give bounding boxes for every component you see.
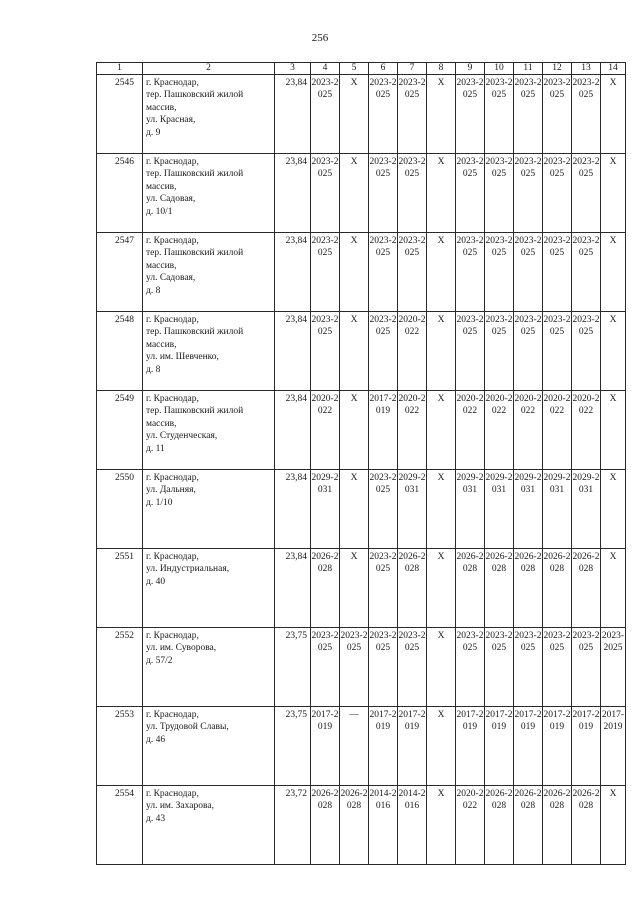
row-area: 23,84 xyxy=(275,391,311,470)
period-value: 2020-2022 xyxy=(572,394,600,417)
cell-c4 xyxy=(311,707,340,786)
row-area: 23,84 xyxy=(275,470,311,549)
table-row xyxy=(97,470,626,549)
period-value: 2023-2025 xyxy=(456,631,484,654)
row-area: 23,84 xyxy=(275,549,311,628)
period-value: 2026-2028 xyxy=(572,552,600,575)
column-number-5: 5 xyxy=(340,63,369,75)
period-value: X xyxy=(609,473,617,483)
column-number-8: 8 xyxy=(427,63,456,75)
period-value: 2023-2025 xyxy=(543,631,571,654)
period-value: 2023-2025 xyxy=(398,78,426,101)
table-row xyxy=(97,233,626,312)
cell-c8 xyxy=(427,233,456,312)
cell-c10 xyxy=(485,628,514,707)
row-number: 2545 xyxy=(97,75,143,154)
period-value: 2023-2025 xyxy=(311,236,339,259)
cell-c10 xyxy=(485,707,514,786)
period-value: 2020-2022 xyxy=(311,394,339,417)
cell-c11 xyxy=(514,786,543,865)
row-area: 23,84 xyxy=(275,75,311,154)
cell-c14 xyxy=(601,628,626,707)
cell-c13 xyxy=(572,312,601,391)
period-value: 2026-2028 xyxy=(456,552,484,575)
period-value: 2023-2025 xyxy=(572,157,600,180)
period-value: 2023-2025 xyxy=(514,157,542,180)
period-value: X xyxy=(350,552,358,562)
period-value: 2017-2019 xyxy=(369,394,397,417)
cell-c13 xyxy=(572,549,601,628)
period-value: 2017-2019 xyxy=(601,710,625,733)
cell-c7 xyxy=(398,233,427,312)
period-value: X xyxy=(609,552,617,562)
period-value: 2023-2025 xyxy=(456,315,484,338)
cell-c8 xyxy=(427,154,456,233)
period-value: 2023-2025 xyxy=(485,631,513,654)
period-value: 2023-2025 xyxy=(543,78,571,101)
cell-c11 xyxy=(514,391,543,470)
cell-c14 xyxy=(601,312,626,391)
period-value: X xyxy=(437,552,445,562)
period-value: X xyxy=(609,315,617,325)
period-value: X xyxy=(437,394,445,404)
cell-c10 xyxy=(485,312,514,391)
period-value: 2023-2025 xyxy=(369,315,397,338)
period-value: 2023-2025 xyxy=(572,78,600,101)
cell-c9 xyxy=(456,628,485,707)
cell-c13 xyxy=(572,628,601,707)
row-address: г. Краснодар, ул. им. Захарова, д. 43 xyxy=(143,786,275,865)
cell-c11 xyxy=(514,707,543,786)
period-value: X xyxy=(350,157,358,167)
row-area: 23,72 xyxy=(275,786,311,865)
cell-c10 xyxy=(485,470,514,549)
period-value: 2023-2025 xyxy=(572,631,600,654)
cell-c6 xyxy=(369,628,398,707)
cell-c6 xyxy=(369,312,398,391)
cell-c6 xyxy=(369,470,398,549)
cell-c5 xyxy=(340,786,369,865)
cell-c9 xyxy=(456,312,485,391)
period-value: 2020-2022 xyxy=(543,394,571,417)
table-row xyxy=(97,312,626,391)
period-value: 2023-2025 xyxy=(311,631,339,654)
cell-c8 xyxy=(427,549,456,628)
row-address: г. Краснодар, ул. Дальняя, д. 1/10 xyxy=(143,470,275,549)
row-address: г. Краснодар, тер. Пашковский жилой массив, ул. Красная, д. 9 xyxy=(143,75,275,154)
row-number: 2549 xyxy=(97,391,143,470)
period-value: 2023-2025 xyxy=(456,236,484,259)
period-value: 2023-2025 xyxy=(369,78,397,101)
cell-c14 xyxy=(601,549,626,628)
cell-c4 xyxy=(311,470,340,549)
register-table xyxy=(96,62,626,865)
cell-c6 xyxy=(369,154,398,233)
cell-c12 xyxy=(543,312,572,391)
period-value: X xyxy=(350,315,358,325)
period-value: 2017-2019 xyxy=(369,710,397,733)
period-value: 2029-2031 xyxy=(514,473,542,496)
cell-c7 xyxy=(398,707,427,786)
period-value: 2026-2028 xyxy=(311,789,339,812)
period-value: X xyxy=(437,631,445,641)
row-address: г. Краснодар, ул. Трудовой Славы, д. 46 xyxy=(143,707,275,786)
period-value: 2026-2028 xyxy=(572,789,600,812)
period-value: 2020-2022 xyxy=(485,394,513,417)
period-value: X xyxy=(609,78,617,88)
cell-c7 xyxy=(398,628,427,707)
period-value: X xyxy=(609,236,617,246)
period-value: 2014-2016 xyxy=(398,789,426,812)
row-number: 2546 xyxy=(97,154,143,233)
cell-c7 xyxy=(398,391,427,470)
period-value: 2023-2025 xyxy=(369,236,397,259)
period-value: 2026-2028 xyxy=(311,552,339,575)
period-value: 2026-2028 xyxy=(340,789,368,812)
cell-c8 xyxy=(427,312,456,391)
cell-c14 xyxy=(601,233,626,312)
cell-c9 xyxy=(456,470,485,549)
row-number: 2553 xyxy=(97,707,143,786)
cell-c8 xyxy=(427,391,456,470)
period-value: 2017-2019 xyxy=(514,710,542,733)
cell-c4 xyxy=(311,786,340,865)
cell-c6 xyxy=(369,786,398,865)
period-value: 2023-2025 xyxy=(398,157,426,180)
row-number: 2547 xyxy=(97,233,143,312)
cell-c10 xyxy=(485,154,514,233)
cell-c5 xyxy=(340,391,369,470)
period-value: 2023-2025 xyxy=(543,157,571,180)
cell-c12 xyxy=(543,391,572,470)
period-value: 2020-2022 xyxy=(514,394,542,417)
cell-c7 xyxy=(398,75,427,154)
row-address: г. Краснодар, тер. Пашковский жилой массив, ул. Садовая, д. 8 xyxy=(143,233,275,312)
period-value: 2029-2031 xyxy=(572,473,600,496)
period-value: 2023-2025 xyxy=(456,78,484,101)
period-value: 2023-2025 xyxy=(398,631,426,654)
cell-c12 xyxy=(543,549,572,628)
cell-c14 xyxy=(601,154,626,233)
cell-c8 xyxy=(427,786,456,865)
column-number-13: 13 xyxy=(572,63,601,75)
cell-c7 xyxy=(398,312,427,391)
period-value: 2023-2025 xyxy=(543,315,571,338)
cell-c8 xyxy=(427,75,456,154)
period-value: 2023-2025 xyxy=(601,631,625,654)
period-value: X xyxy=(350,394,358,404)
column-number-row xyxy=(97,63,626,75)
row-number: 2548 xyxy=(97,312,143,391)
period-value: 2023-2025 xyxy=(369,552,397,575)
period-value: 2023-2025 xyxy=(514,315,542,338)
period-value: 2023-2025 xyxy=(485,236,513,259)
cell-c13 xyxy=(572,391,601,470)
period-value: X xyxy=(437,236,445,246)
cell-c11 xyxy=(514,75,543,154)
row-area: 23,84 xyxy=(275,312,311,391)
period-value: 2017-2019 xyxy=(485,710,513,733)
cell-c14 xyxy=(601,786,626,865)
cell-c10 xyxy=(485,391,514,470)
period-value: 2026-2028 xyxy=(398,552,426,575)
period-value: X xyxy=(437,473,445,483)
cell-c6 xyxy=(369,75,398,154)
cell-c4 xyxy=(311,233,340,312)
cell-c10 xyxy=(485,75,514,154)
cell-c5 xyxy=(340,707,369,786)
period-value: X xyxy=(437,315,445,325)
cell-c8 xyxy=(427,470,456,549)
row-address: г. Краснодар, тер. Пашковский жилой массив, ул. Садовая, д. 10/1 xyxy=(143,154,275,233)
cell-c8 xyxy=(427,628,456,707)
cell-c13 xyxy=(572,707,601,786)
row-address: г. Краснодар, ул. Индустриальная, д. 40 xyxy=(143,549,275,628)
cell-c9 xyxy=(456,154,485,233)
row-number: 2554 xyxy=(97,786,143,865)
cell-c11 xyxy=(514,470,543,549)
cell-c4 xyxy=(311,628,340,707)
period-value: X xyxy=(609,789,617,799)
cell-c6 xyxy=(369,549,398,628)
cell-c6 xyxy=(369,707,398,786)
cell-c10 xyxy=(485,786,514,865)
period-value: X xyxy=(437,710,445,720)
table-row xyxy=(97,628,626,707)
column-number-1: 1 xyxy=(97,63,143,75)
period-value: 2023-2025 xyxy=(398,236,426,259)
period-value: 2020-2022 xyxy=(398,394,426,417)
cell-c12 xyxy=(543,75,572,154)
column-number-4: 4 xyxy=(311,63,340,75)
cell-c5 xyxy=(340,628,369,707)
cell-c9 xyxy=(456,707,485,786)
period-value: 2023-2025 xyxy=(485,78,513,101)
row-address: г. Краснодар, тер. Пашковский жилой массив, ул. им. Шевченко, д. 8 xyxy=(143,312,275,391)
cell-c13 xyxy=(572,75,601,154)
period-value: 2029-2031 xyxy=(398,473,426,496)
cell-c8 xyxy=(427,707,456,786)
period-value: 2026-2028 xyxy=(543,552,571,575)
column-number-7: 7 xyxy=(398,63,427,75)
cell-c13 xyxy=(572,233,601,312)
period-value: 2017-2019 xyxy=(456,710,484,733)
period-value: 2023-2025 xyxy=(543,236,571,259)
period-value: 2017-2019 xyxy=(398,710,426,733)
cell-c14 xyxy=(601,707,626,786)
row-area: 23,84 xyxy=(275,154,311,233)
period-value: 2023-2025 xyxy=(514,78,542,101)
cell-c14 xyxy=(601,391,626,470)
row-area: 23,75 xyxy=(275,707,311,786)
period-value: 2023-2025 xyxy=(340,631,368,654)
period-value: 2026-2028 xyxy=(485,789,513,812)
table-body xyxy=(97,63,626,865)
period-value: 2029-2031 xyxy=(485,473,513,496)
cell-c7 xyxy=(398,786,427,865)
cell-c13 xyxy=(572,786,601,865)
cell-c7 xyxy=(398,470,427,549)
column-number-2: 2 xyxy=(143,63,275,75)
cell-c10 xyxy=(485,233,514,312)
cell-c5 xyxy=(340,470,369,549)
period-value: — xyxy=(349,710,359,720)
table-row xyxy=(97,154,626,233)
period-value: 2023-2025 xyxy=(369,631,397,654)
cell-c11 xyxy=(514,549,543,628)
column-number-3: 3 xyxy=(275,63,311,75)
period-value: 2023-2025 xyxy=(514,631,542,654)
cell-c4 xyxy=(311,549,340,628)
row-area: 23,84 xyxy=(275,233,311,312)
cell-c12 xyxy=(543,154,572,233)
period-value: X xyxy=(609,157,617,167)
period-value: 2017-2019 xyxy=(543,710,571,733)
period-value: 2026-2028 xyxy=(543,789,571,812)
period-value: 2014-2016 xyxy=(369,789,397,812)
period-value: X xyxy=(437,789,445,799)
cell-c4 xyxy=(311,154,340,233)
cell-c11 xyxy=(514,154,543,233)
period-value: 2026-2028 xyxy=(514,552,542,575)
period-value: 2026-2028 xyxy=(514,789,542,812)
period-value: X xyxy=(350,78,358,88)
period-value: 2023-2025 xyxy=(456,157,484,180)
period-value: X xyxy=(437,78,445,88)
cell-c14 xyxy=(601,75,626,154)
cell-c9 xyxy=(456,786,485,865)
row-number: 2552 xyxy=(97,628,143,707)
row-address: г. Краснодар, ул. им. Суворова, д. 57/2 xyxy=(143,628,275,707)
cell-c11 xyxy=(514,233,543,312)
cell-c9 xyxy=(456,233,485,312)
cell-c9 xyxy=(456,391,485,470)
period-value: X xyxy=(350,473,358,483)
row-number: 2550 xyxy=(97,470,143,549)
cell-c4 xyxy=(311,391,340,470)
cell-c11 xyxy=(514,628,543,707)
cell-c4 xyxy=(311,75,340,154)
period-value: 2023-2025 xyxy=(485,157,513,180)
cell-c4 xyxy=(311,312,340,391)
period-value: 2023-2025 xyxy=(311,157,339,180)
cell-c5 xyxy=(340,75,369,154)
cell-c6 xyxy=(369,391,398,470)
cell-c12 xyxy=(543,233,572,312)
cell-c5 xyxy=(340,154,369,233)
cell-c9 xyxy=(456,75,485,154)
cell-c12 xyxy=(543,707,572,786)
cell-c11 xyxy=(514,312,543,391)
cell-c5 xyxy=(340,549,369,628)
row-number: 2551 xyxy=(97,549,143,628)
cell-c12 xyxy=(543,786,572,865)
cell-c9 xyxy=(456,549,485,628)
period-value: 2023-2025 xyxy=(572,315,600,338)
period-value: 2029-2031 xyxy=(456,473,484,496)
column-number-14: 14 xyxy=(601,63,626,75)
period-value: 2017-2019 xyxy=(311,710,339,733)
cell-c12 xyxy=(543,628,572,707)
cell-c13 xyxy=(572,154,601,233)
period-value: 2017-2019 xyxy=(572,710,600,733)
table-row xyxy=(97,75,626,154)
period-value: 2023-2025 xyxy=(311,78,339,101)
table-row xyxy=(97,391,626,470)
period-value: 2023-2025 xyxy=(514,236,542,259)
period-value: 2023-2025 xyxy=(369,157,397,180)
period-value: 2020-2022 xyxy=(456,394,484,417)
period-value: X xyxy=(437,157,445,167)
table-row xyxy=(97,707,626,786)
period-value: 2023-2025 xyxy=(572,236,600,259)
period-value: 2020-2022 xyxy=(398,315,426,338)
period-value: 2029-2031 xyxy=(311,473,339,496)
cell-c5 xyxy=(340,233,369,312)
cell-c14 xyxy=(601,470,626,549)
period-value: 2023-2025 xyxy=(311,315,339,338)
cell-c10 xyxy=(485,549,514,628)
table-row xyxy=(97,549,626,628)
column-number-9: 9 xyxy=(456,63,485,75)
cell-c7 xyxy=(398,549,427,628)
cell-c12 xyxy=(543,470,572,549)
row-address: г. Краснодар, тер. Пашковский жилой массив, ул. Студенческая, д. 11 xyxy=(143,391,275,470)
column-number-10: 10 xyxy=(485,63,514,75)
period-value: 2023-2025 xyxy=(485,315,513,338)
cell-c7 xyxy=(398,154,427,233)
period-value: X xyxy=(350,236,358,246)
row-area: 23,75 xyxy=(275,628,311,707)
table-row xyxy=(97,786,626,865)
page-number: 256 xyxy=(311,32,329,44)
cell-c5 xyxy=(340,312,369,391)
period-value: 2026-2028 xyxy=(485,552,513,575)
cell-c6 xyxy=(369,233,398,312)
column-number-12: 12 xyxy=(543,63,572,75)
period-value: 2020-2022 xyxy=(456,789,484,812)
cell-c13 xyxy=(572,470,601,549)
period-value: 2029-2031 xyxy=(543,473,571,496)
column-number-6: 6 xyxy=(369,63,398,75)
period-value: 2023-2025 xyxy=(369,473,397,496)
period-value: X xyxy=(609,394,617,404)
column-number-11: 11 xyxy=(514,63,543,75)
